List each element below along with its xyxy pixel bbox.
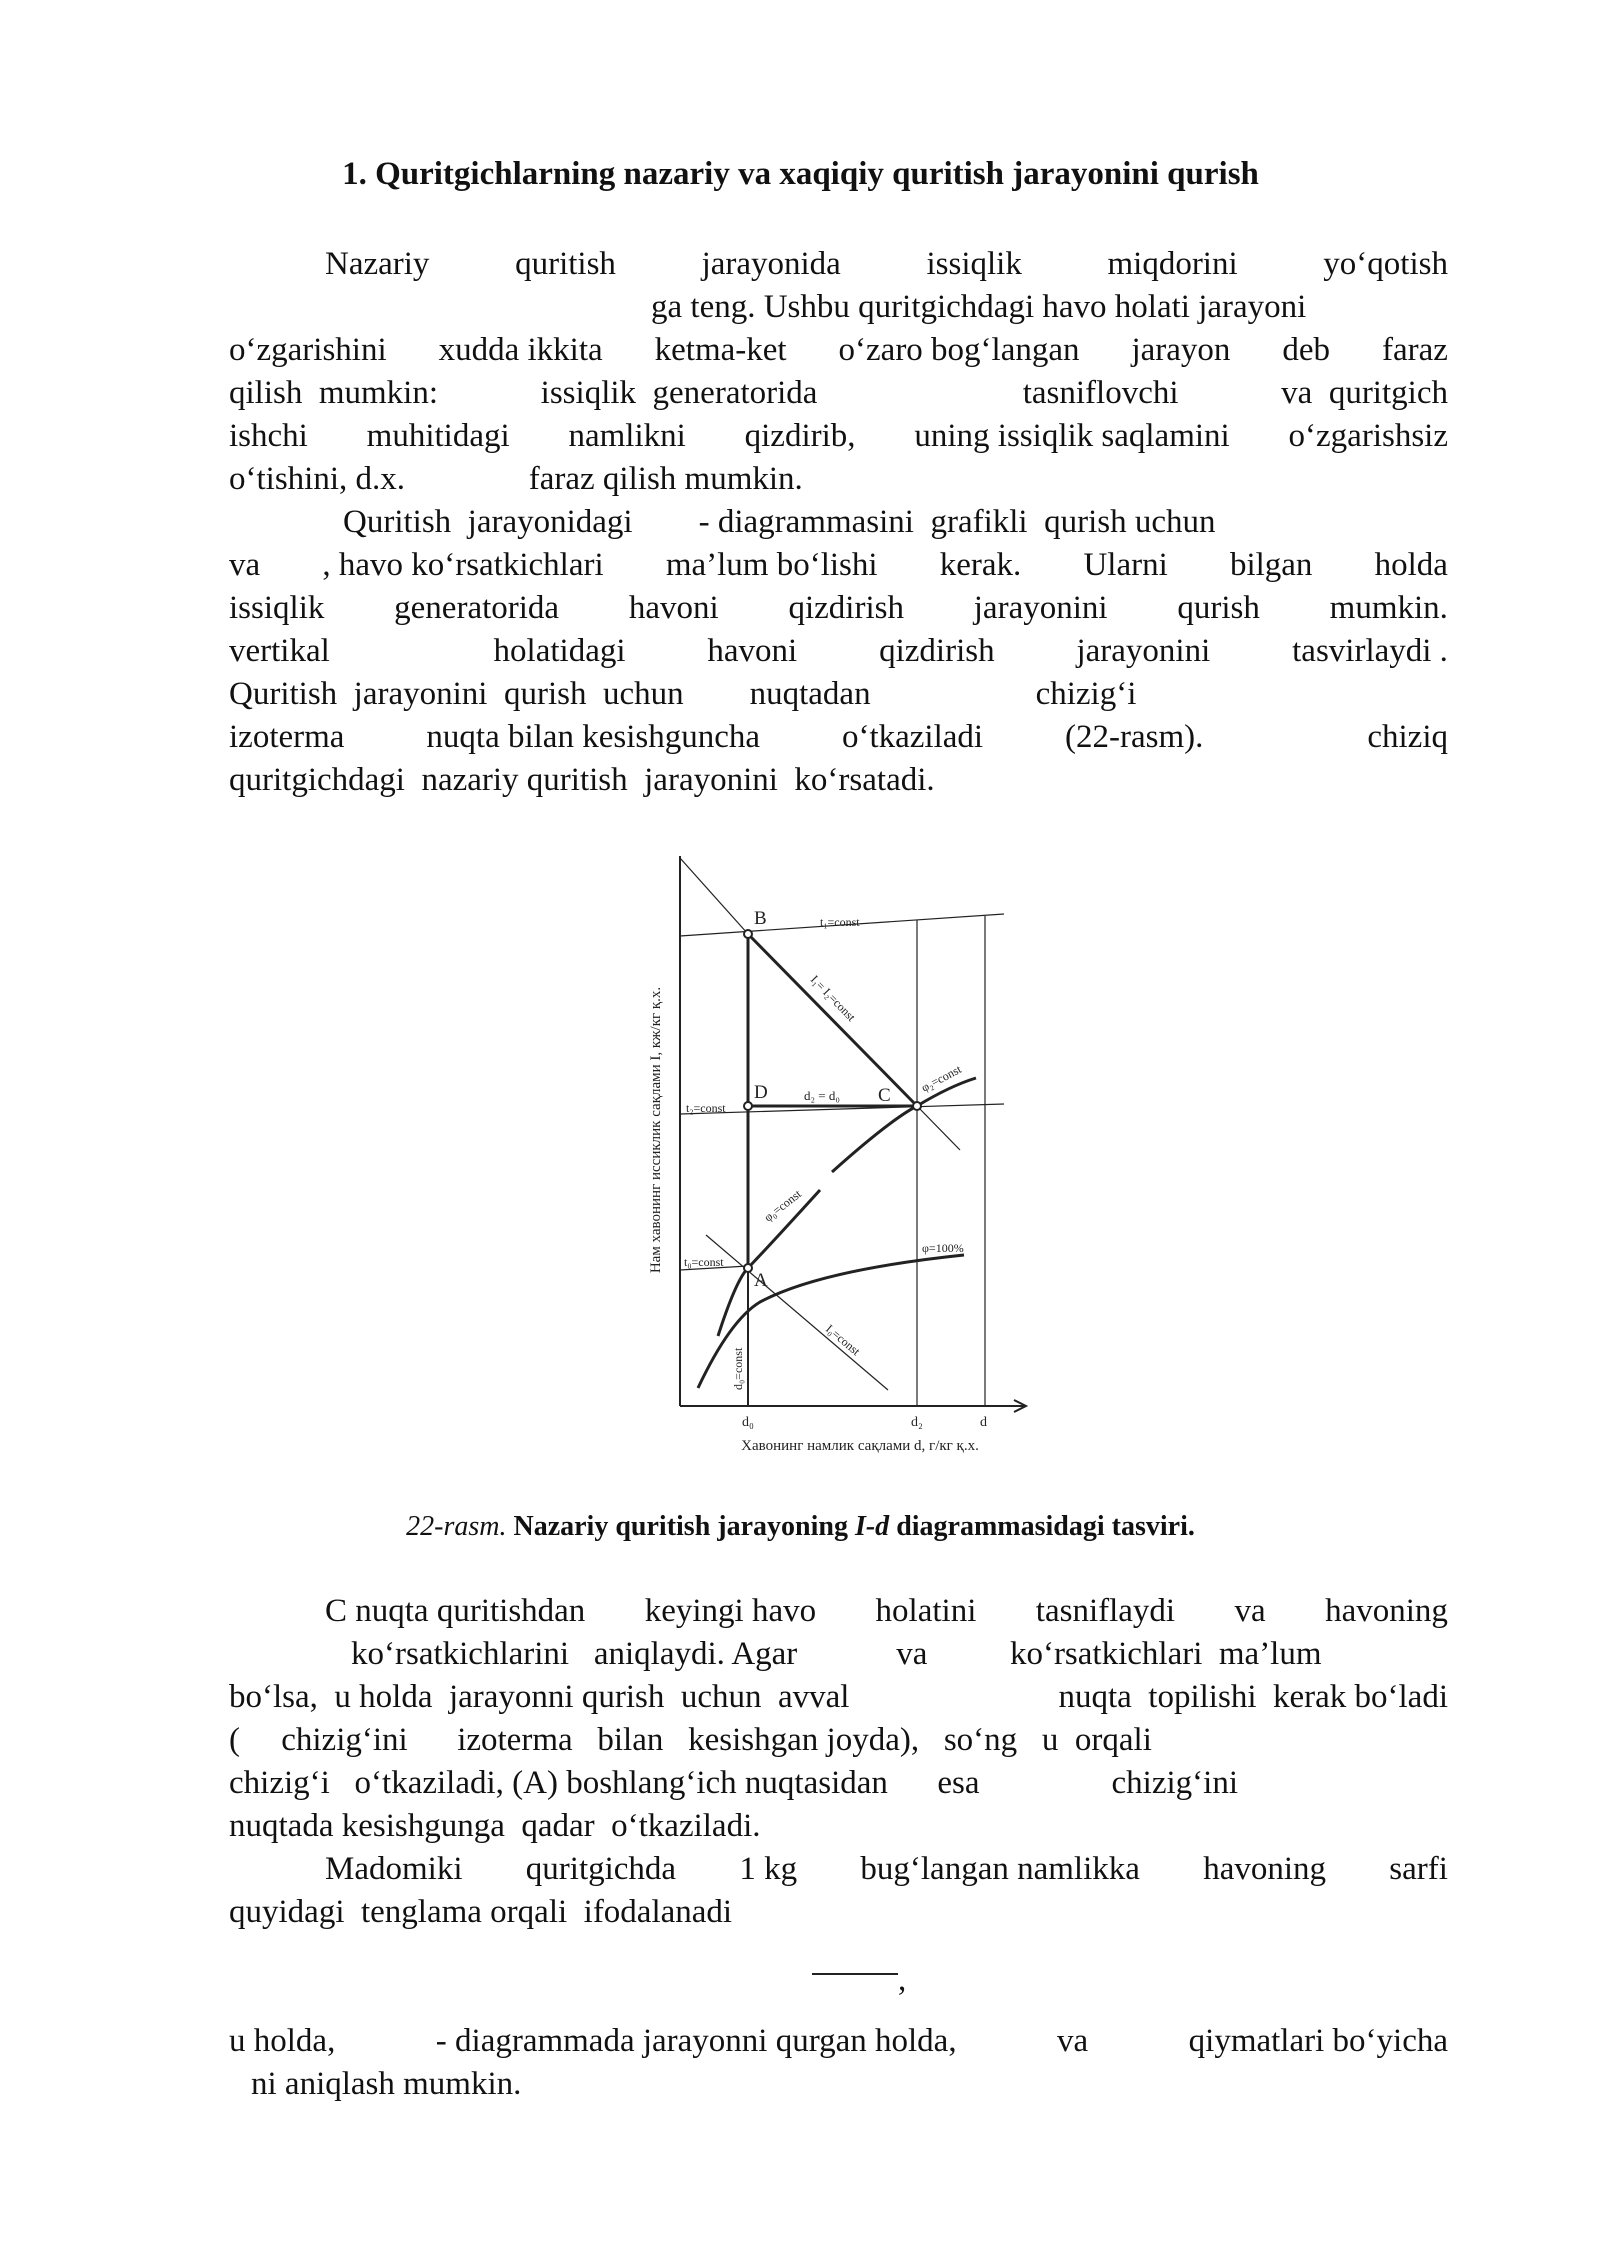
text-fragment: 1 kg bbox=[739, 1851, 798, 1887]
text-fragment: va quritgich bbox=[1281, 375, 1448, 411]
text-fragment: tasniflaydi bbox=[1035, 1593, 1176, 1629]
point-b-label: B bbox=[754, 908, 767, 929]
text-fragment: mumkin. bbox=[1329, 590, 1448, 626]
text-fragment: Madomiki bbox=[325, 1851, 463, 1887]
d2-d0-label: d₂ = d₀ bbox=[804, 1088, 840, 1103]
text-fragment: holatidagi bbox=[493, 633, 626, 669]
text-fragment: va bbox=[1234, 1593, 1266, 1629]
text-fragment: quyidagi tenglama orqali ifodalanadi bbox=[229, 1894, 733, 1930]
text-line bbox=[229, 587, 1448, 630]
text-line bbox=[229, 1676, 1448, 1719]
i1-i2-isenthalp bbox=[748, 934, 917, 1106]
text-fragment: nuqtada kesishgunga qadar o‘tkaziladi. bbox=[229, 1808, 761, 1844]
text-fragment: va bbox=[1057, 2023, 1089, 2059]
text-fragment: havoning bbox=[1203, 1851, 1327, 1887]
text-line bbox=[325, 1848, 1448, 1891]
caption-title: Nazariy quritish jarayoning bbox=[513, 1511, 848, 1542]
text-fragment: tasvirlaydi . bbox=[1292, 633, 1448, 669]
t0-label: t₀=const bbox=[684, 1255, 724, 1269]
section-heading: 1. Quritgichlarning nazariy va xaqiqiy quritish jarayonini qurish bbox=[342, 156, 1259, 192]
t1-label: t₁=const bbox=[820, 915, 860, 929]
text-line bbox=[325, 243, 1448, 286]
text-line bbox=[229, 458, 1448, 501]
i1-i2-isenthalp-upper bbox=[680, 858, 748, 934]
text-fragment: qiymatlari bo‘yicha bbox=[1188, 2023, 1448, 2059]
text-fragment: - diagrammada jarayonni qurgan holda, bbox=[435, 2023, 957, 2059]
text-fragment: ni aniqlash mumkin. bbox=[251, 2066, 522, 2102]
text-fragment: qizdirish bbox=[788, 590, 904, 626]
text-fragment: issiqlik generatorida bbox=[540, 375, 818, 411]
text-line bbox=[229, 1891, 1448, 1934]
text-fragment: chizig‘ini bbox=[979, 1765, 1238, 1801]
text-line bbox=[229, 1762, 1448, 1805]
text-fragment: kerak. bbox=[939, 547, 1022, 583]
phi100-label: φ=100% bbox=[922, 1241, 964, 1255]
caption-suffix: diagrammasidagi tasviri. bbox=[896, 1511, 1195, 1542]
text-fragment: jarayonida bbox=[701, 246, 841, 282]
point-d-label: D bbox=[754, 1082, 768, 1103]
text-fragment: esa bbox=[887, 1765, 980, 1801]
text-fragment: izoterma bilan kesishgan joyda), bbox=[407, 1722, 920, 1758]
text-fragment: miqdorini bbox=[1107, 246, 1238, 282]
text-fragment: Nazariy bbox=[325, 246, 430, 282]
text-fragment: chizig‘i bbox=[870, 676, 1137, 712]
text-fragment: vertikal bbox=[229, 633, 330, 669]
text-fragment: havoning bbox=[1325, 1593, 1448, 1629]
text-fragment: qilish mumkin: bbox=[229, 375, 439, 411]
text-fragment: havoni bbox=[628, 590, 719, 626]
text-fragment: uning issiqlik saqlamini bbox=[914, 418, 1230, 454]
caption-prefix: 22-rasm. bbox=[406, 1511, 507, 1542]
text-fragment: Ushbu bbox=[755, 289, 850, 325]
text-fragment: jarayon bbox=[1131, 332, 1231, 368]
text-fragment: havo holati bbox=[1034, 289, 1190, 325]
point-a-label: A bbox=[754, 1270, 768, 1291]
tick-d: d bbox=[980, 1415, 987, 1430]
text-fragment: jarayonini bbox=[973, 590, 1108, 626]
text-fragment: quritgichdagi nazariy quritish jarayonini ko‘rsatadi. bbox=[229, 762, 935, 798]
text-fragment: holatini bbox=[875, 1593, 977, 1629]
point-d-marker bbox=[744, 1102, 752, 1110]
text-fragment: issiqlik bbox=[926, 246, 1022, 282]
text-fragment: - diagrammasini grafikli qurish uchun bbox=[632, 504, 1216, 540]
text-fragment: sarfi bbox=[1389, 1851, 1448, 1887]
text-fragment: ga teng. bbox=[651, 289, 756, 325]
text-line bbox=[351, 1633, 1448, 1676]
text-line bbox=[325, 1590, 1448, 1633]
text-fragment: bilgan bbox=[1229, 547, 1313, 583]
phi0-label: φ₀=const bbox=[761, 1186, 804, 1225]
text-line bbox=[229, 372, 1448, 415]
id-diagram-figure bbox=[640, 850, 1040, 1460]
i1-i2-isenthalp-lower bbox=[917, 1106, 960, 1150]
text-fragment: qizdirib, bbox=[744, 418, 856, 454]
text-fragment: ma’lum bo‘lishi bbox=[665, 547, 878, 583]
text-fragment: va bbox=[229, 547, 261, 583]
text-fragment: qizdirish bbox=[879, 633, 995, 669]
text-line bbox=[229, 329, 1448, 372]
x-axis-label: Хавонинг намлик сақлами d, г/кг қ.х. bbox=[741, 1438, 979, 1454]
text-fragment: (22-rasm). bbox=[1065, 719, 1204, 755]
text-line bbox=[229, 759, 1448, 802]
text-fragment: jarayoni bbox=[1189, 289, 1307, 325]
text-fragment: faraz bbox=[1382, 332, 1448, 368]
point-c-label: C bbox=[878, 1085, 891, 1106]
text-fragment: Ularni bbox=[1083, 547, 1168, 583]
text-fragment: izoterma bbox=[229, 719, 345, 755]
text-fragment: yo‘qotish bbox=[1323, 246, 1448, 282]
text-fragment: holda bbox=[1374, 547, 1448, 583]
text-fragment: issiqlik bbox=[229, 590, 325, 626]
point-b-marker bbox=[744, 930, 752, 938]
text-fragment: nuqta topilishi kerak bo‘ladi bbox=[1058, 1679, 1448, 1715]
text-fragment: xudda ikkita bbox=[438, 332, 603, 368]
text-fragment: bo‘lsa, u holda jarayonni qurish uchun avval bbox=[229, 1679, 850, 1715]
text-fragment: ( chizig‘ini bbox=[229, 1722, 408, 1758]
text-line bbox=[229, 544, 1448, 587]
text-fragment: qurish bbox=[1177, 590, 1260, 626]
text-fragment: o‘zgarishini bbox=[229, 332, 387, 368]
text-fragment: namlikni bbox=[568, 418, 686, 454]
tick-d0: d₀ bbox=[742, 1415, 754, 1430]
text-fragment: chizig‘i o‘tkaziladi, (A) boshlang‘ich nuqtasidan bbox=[229, 1765, 888, 1801]
text-fragment: nuqtadan bbox=[683, 676, 871, 712]
text-fragment: havoni bbox=[707, 633, 798, 669]
i0-label: I₀=const bbox=[823, 1321, 863, 1359]
text-fragment: o‘tishini, d.x. bbox=[229, 461, 406, 497]
text-line bbox=[229, 673, 1448, 716]
text-line bbox=[229, 716, 1448, 759]
text-fragment: ketma-ket bbox=[654, 332, 787, 368]
point-c-marker bbox=[913, 1102, 921, 1110]
d0-const-label: d₀=const bbox=[731, 1347, 745, 1390]
text-line bbox=[229, 415, 1448, 458]
text-fragment: bug‘langan namlikka bbox=[860, 1851, 1140, 1887]
equation-fraction-bar bbox=[812, 1973, 898, 1975]
text-fragment: so‘ng u orqali bbox=[919, 1722, 1152, 1758]
text-fragment: C nuqta quritishdan bbox=[325, 1593, 586, 1629]
text-line bbox=[229, 2020, 1448, 2063]
text-fragment: keyingi havo bbox=[644, 1593, 817, 1629]
text-fragment: deb bbox=[1282, 332, 1331, 368]
text-fragment: jarayonini bbox=[1076, 633, 1211, 669]
text-fragment: chiziq bbox=[1367, 719, 1448, 755]
text-fragment: o‘zgarishsiz bbox=[1288, 418, 1448, 454]
equation-comma: , bbox=[898, 1962, 907, 1998]
text-fragment: nuqta bilan kesishguncha bbox=[426, 719, 760, 755]
y-axis-label: Нам хавонинг иссиклик сақлами I, кж/кг қ.х. bbox=[648, 986, 664, 1274]
text-fragment: ishchi bbox=[229, 418, 308, 454]
text-fragment: ko‘rsatkichlarini bbox=[351, 1636, 570, 1672]
text-fragment: o‘zaro bog‘langan bbox=[838, 332, 1080, 368]
text-fragment: va bbox=[797, 1636, 928, 1672]
text-fragment: quritish bbox=[515, 246, 616, 282]
text-line bbox=[651, 286, 1448, 329]
i1-i2-label: I₁= I₂=const bbox=[807, 972, 859, 1024]
text-fragment: quritgichda bbox=[525, 1851, 677, 1887]
text-fragment: o‘tkaziladi bbox=[841, 719, 984, 755]
text-fragment: u holda, bbox=[229, 2023, 336, 2059]
text-fragment: ko‘rsatkichlari ma’lum bbox=[927, 1636, 1322, 1672]
text-fragment: , havo ko‘rsatkichlari bbox=[322, 547, 604, 583]
text-fragment: quritgichdagi bbox=[849, 289, 1035, 325]
figure-caption bbox=[229, 1508, 1372, 1546]
text-line bbox=[229, 1805, 1448, 1848]
point-a-marker bbox=[744, 1264, 752, 1272]
text-fragment: Quritish jarayonidagi bbox=[343, 504, 633, 540]
text-line bbox=[229, 630, 1448, 673]
text-line bbox=[229, 1719, 1448, 1762]
phi2-label: φ₂=const bbox=[918, 1061, 964, 1095]
text-fragment: tasniflovchi bbox=[1022, 375, 1179, 411]
text-fragment: muhitidagi bbox=[366, 418, 510, 454]
caption-diagram-id: I-d bbox=[854, 1511, 890, 1542]
text-fragment: aniqlaydi. Agar bbox=[569, 1636, 798, 1672]
text-line bbox=[343, 501, 1448, 544]
text-line bbox=[251, 2063, 1448, 2106]
text-fragment: faraz qilish mumkin. bbox=[405, 461, 803, 497]
text-fragment: generatorida bbox=[394, 590, 560, 626]
t2-label: t₂=const bbox=[686, 1101, 726, 1115]
text-fragment: Quritish jarayonini qurish uchun bbox=[229, 676, 684, 712]
tick-d2: d₂ bbox=[911, 1415, 923, 1430]
